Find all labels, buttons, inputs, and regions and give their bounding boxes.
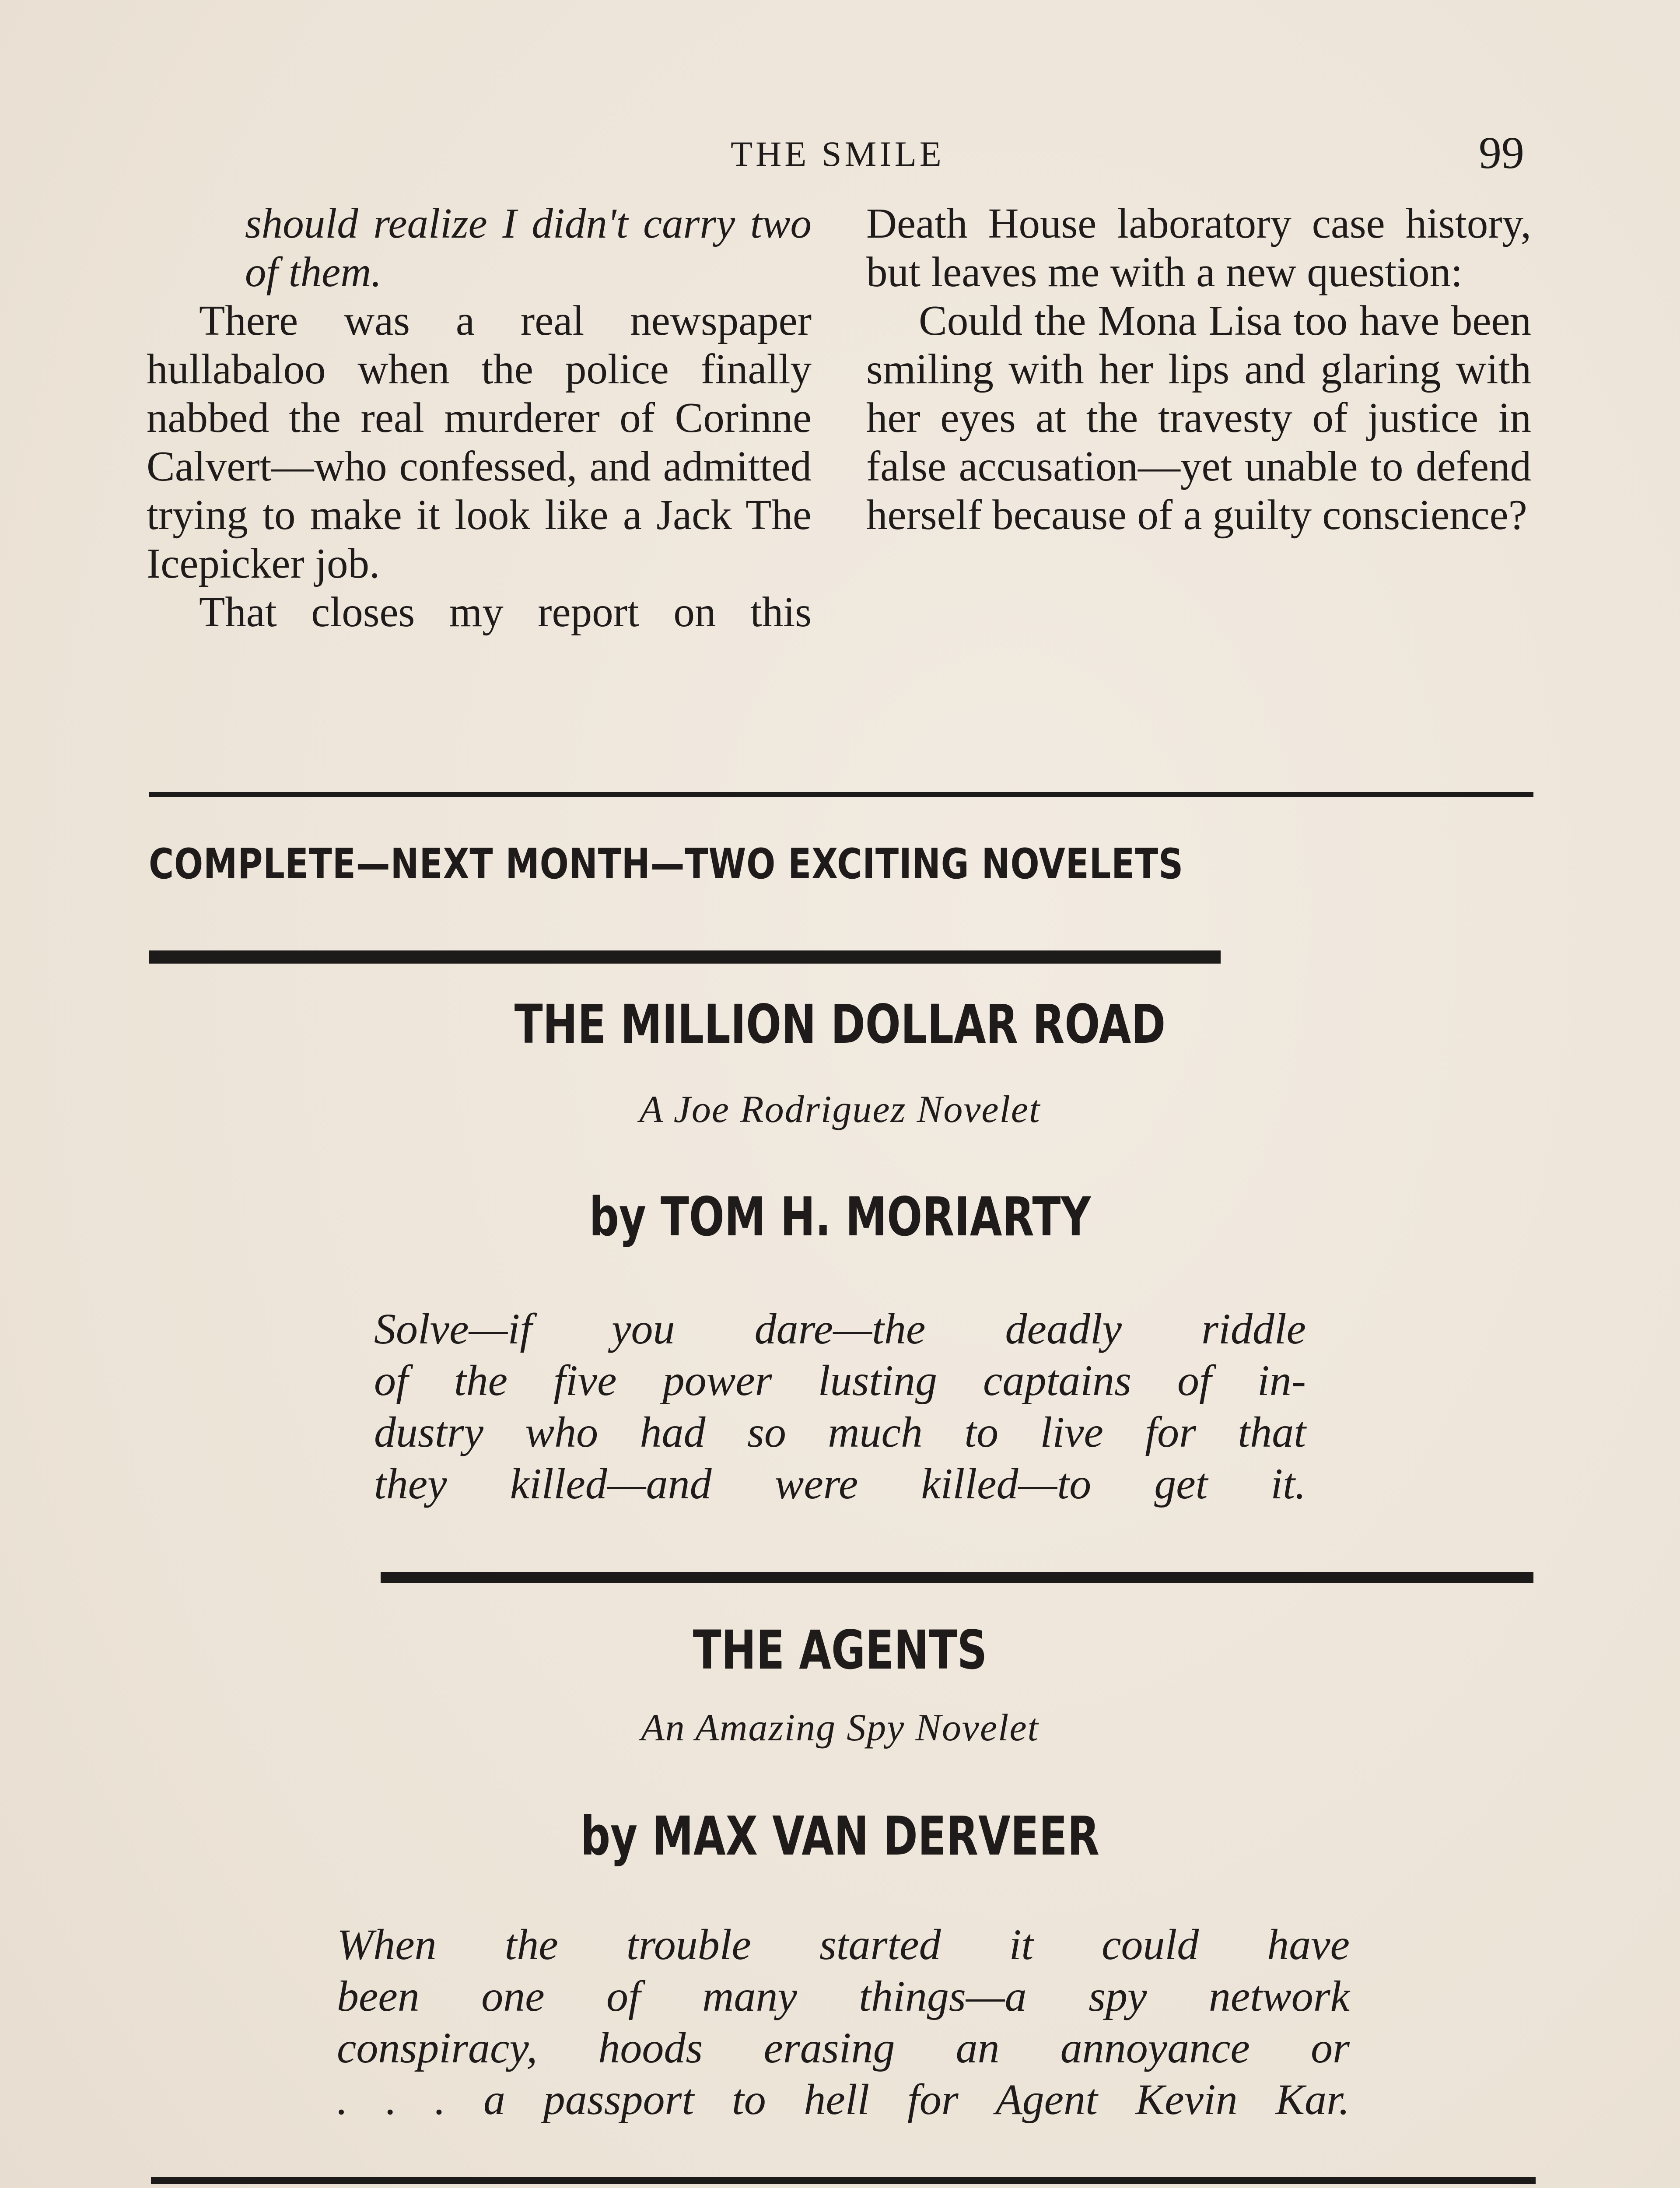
blurb-line: . . . a passport to hell for Agent Kevin Kar. <box>337 2075 1350 2124</box>
section-heading: COMPLETE—NEXT MONTH—TWO EXCITING NOVELETS <box>149 840 1183 888</box>
novelet-author: by MAX VAN DERVEER <box>581 1805 1099 1867</box>
blurb-line: When the trouble started it could have <box>337 1920 1350 1969</box>
novelet-subtitle: An Amazing Spy Novelet <box>641 1707 1039 1749</box>
story-paragraph: Could the Mona Lisa too have been smiling with her lips and glaring with her eyes at the travesty of justice in false accusation—yet unable to defend herself because of a guilty conscience? <box>866 297 1531 538</box>
novelet-author: by TOM H. MORIARTY <box>589 1186 1091 1248</box>
page-number: 99 <box>1479 128 1524 178</box>
story-paragraph: Death House laboratory case history, but leaves me with a new question: <box>866 200 1531 295</box>
story-column-left <box>147 199 812 636</box>
blurb-line: Solve—if you dare—the deadly riddle <box>374 1304 1306 1353</box>
blurb-line: dustry who had so much to live for that <box>374 1408 1306 1456</box>
novelet-title: THE MILLION DOLLAR ROAD <box>514 993 1166 1055</box>
story-paragraph: That closes my report on this <box>199 589 812 635</box>
blurb-line: conspiracy, hoods erasing an annoyance or <box>337 2023 1350 2072</box>
story-paragraph: should realize I didn't carry two of them. <box>245 200 812 295</box>
bottom-rule <box>151 2177 1536 2184</box>
novelet-divider-bar <box>381 1572 1533 1583</box>
novelet-blurb <box>374 1303 1306 1510</box>
novelet-blurb <box>337 1919 1350 2125</box>
novelet-subtitle: A Joe Rodriguez Novelet <box>639 1088 1041 1131</box>
blurb-line: been one of many things—a spy network <box>337 1972 1350 2020</box>
story-column-right <box>866 199 1531 539</box>
blurb-line: of the five power lusting captains of in- <box>374 1356 1306 1405</box>
blurb-line: they killed—and were killed—to get it. <box>374 1459 1306 1508</box>
novelet-title: THE AGENTS <box>693 1619 987 1681</box>
story-paragraph: There was a real newspaper hullabaloo when the police finally nabbed the real murderer of Corinne Calvert—who confessed, and admitted trying to make it look like a Jack The Icepicker job. <box>147 297 812 587</box>
section-divider-rule <box>149 792 1533 797</box>
heading-underline-bar <box>149 950 1221 964</box>
running-title: THE SMILE <box>731 134 945 174</box>
